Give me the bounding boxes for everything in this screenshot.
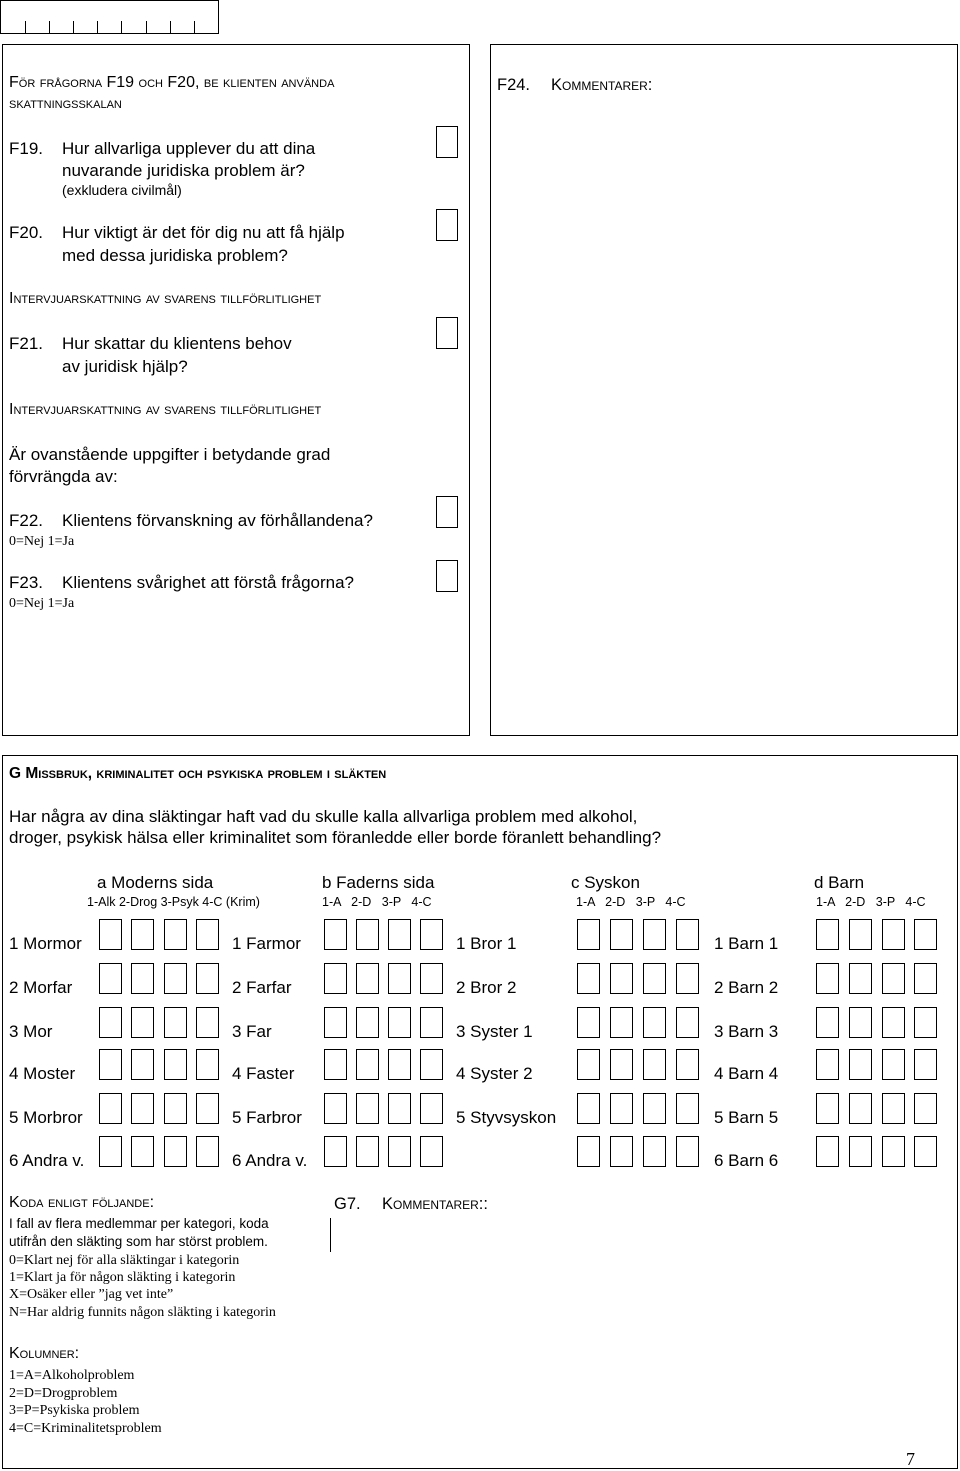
relative-label-b-4: 4 Faster [232, 1064, 295, 1083]
q22-answer-box[interactable] [436, 496, 458, 528]
checkbox-a-row5-code2[interactable] [131, 1093, 154, 1124]
checkbox-b-row6-code3[interactable] [388, 1136, 411, 1167]
coding-line1: I fall av flera medlemmar per kategori, koda [9, 1216, 269, 1231]
checkbox-a-row6-code1[interactable] [99, 1136, 122, 1167]
checkbox-a-row6-code2[interactable] [131, 1136, 154, 1167]
coding-line2: utifrån den släkting som har störst problem. [9, 1234, 268, 1249]
g7-divider-line [330, 1218, 331, 1252]
checkbox-a-row5-code1[interactable] [99, 1093, 122, 1124]
right-panel-comments[interactable] [490, 44, 958, 736]
checkbox-d-row5-code4[interactable] [914, 1093, 937, 1124]
checkbox-b-row3-code4[interactable] [420, 1007, 443, 1038]
checkbox-c-row1-code1[interactable] [577, 919, 600, 950]
rating-heading-1: Intervjuarskattning av svarens tillförlitlighet [9, 290, 322, 307]
checkbox-c-row5-code3[interactable] [643, 1093, 666, 1124]
coding-code-x: X=Osäker eller ”jag vet inte” [9, 1287, 174, 1302]
checkbox-d-row4-code1[interactable] [816, 1049, 839, 1080]
checkbox-a-row1-code3[interactable] [164, 919, 187, 950]
checkbox-a-row3-code3[interactable] [164, 1007, 187, 1038]
checkbox-a-row4-code1[interactable] [99, 1049, 122, 1080]
checkbox-c-row3-code4[interactable] [676, 1007, 699, 1038]
relative-label-c-1: 1 Bror 1 [456, 934, 517, 953]
legend-c: 4=C=Kriminalitetsproblem [9, 1421, 162, 1436]
checkbox-a-row5-code3[interactable] [164, 1093, 187, 1124]
checkbox-d-row6-code1[interactable] [816, 1136, 839, 1167]
checkbox-c-row5-code4[interactable] [676, 1093, 699, 1124]
relative-label-c-3: 3 Syster 1 [456, 1022, 533, 1041]
checkbox-a-row2-code4[interactable] [196, 963, 219, 994]
checkbox-d-row3-code2[interactable] [849, 1007, 872, 1038]
checkbox-b-row5-code4[interactable] [420, 1093, 443, 1124]
checkbox-c-row4-code2[interactable] [610, 1049, 633, 1080]
checkbox-c-row2-code2[interactable] [610, 963, 633, 994]
section-g-title: G Missbruk, kriminalitet och psykiska problem i släkten [9, 765, 387, 782]
col-d-codes: 1-A 2-D 3-P 4-C [816, 895, 926, 909]
checkbox-d-row6-code2[interactable] [849, 1136, 872, 1167]
checkbox-a-row6-code3[interactable] [164, 1136, 187, 1167]
checkbox-d-row5-code2[interactable] [849, 1093, 872, 1124]
q20-text-line1: Hur viktigt är det för dig nu att få hjälp [62, 223, 345, 242]
checkbox-a-row3-code4[interactable] [196, 1007, 219, 1038]
checkbox-a-row1-code4[interactable] [196, 919, 219, 950]
q19-number: F19. [9, 139, 44, 158]
checkbox-c-row6-code2[interactable] [610, 1136, 633, 1167]
legend-a: 1=A=Alkoholproblem [9, 1368, 135, 1383]
checkbox-b-row1-code1[interactable] [324, 919, 347, 950]
checkbox-a-row1-code2[interactable] [131, 919, 154, 950]
relative-label-d-2: 2 Barn 2 [714, 978, 779, 997]
checkbox-a-row1-code1[interactable] [99, 919, 122, 950]
checkbox-d-row4-code4[interactable] [914, 1049, 937, 1080]
q22-scale: 0=Nej 1=Ja [9, 534, 75, 549]
checkbox-b-row1-code4[interactable] [420, 919, 443, 950]
coding-code-1: 1=Klart ja för någon släkting i kategorin [9, 1270, 236, 1285]
checkbox-d-row1-code4[interactable] [914, 919, 937, 950]
checkbox-c-row4-code4[interactable] [676, 1049, 699, 1080]
checkbox-a-row2-code1[interactable] [99, 963, 122, 994]
checkbox-d-row1-code2[interactable] [849, 919, 872, 950]
checkbox-d-row2-code1[interactable] [816, 963, 839, 994]
coding-title: Koda enligt följande: [9, 1194, 155, 1211]
checkbox-c-row4-code1[interactable] [577, 1049, 600, 1080]
checkbox-c-row4-code3[interactable] [643, 1049, 666, 1080]
checkbox-a-row5-code4[interactable] [196, 1093, 219, 1124]
q19-answer-box[interactable] [436, 126, 458, 158]
relative-label-c-5: 5 Styvsyskon [456, 1108, 557, 1127]
checkbox-d-row3-code4[interactable] [914, 1007, 937, 1038]
section-g-intro-line2: droger, psykisk hälsa eller kriminalitet som föranledde eller borde föranlett behandling? [9, 828, 662, 847]
checkbox-a-row4-code3[interactable] [164, 1049, 187, 1080]
checkbox-d-row2-code3[interactable] [882, 963, 905, 994]
q23-number: F23. [9, 573, 44, 592]
checkbox-c-row5-code1[interactable] [577, 1093, 600, 1124]
checkbox-d-row2-code2[interactable] [849, 963, 872, 994]
header-tick-box [0, 0, 219, 34]
checkbox-c-row6-code3[interactable] [643, 1136, 666, 1167]
checkbox-a-row4-code4[interactable] [196, 1049, 219, 1080]
g7-title: Kommentarer:: [382, 1195, 488, 1213]
checkbox-a-row3-code2[interactable] [131, 1007, 154, 1038]
checkbox-b-row5-code1[interactable] [324, 1093, 347, 1124]
q21-text-line2: av juridisk hjälp? [62, 357, 188, 376]
page-number: 7 [906, 1449, 915, 1469]
relative-label-a-2: 2 Morfar [9, 978, 73, 997]
checkbox-b-row6-code2[interactable] [356, 1136, 379, 1167]
checkbox-d-row1-code3[interactable] [882, 919, 905, 950]
relative-label-d-6: 6 Barn 6 [714, 1151, 779, 1170]
q22-number: F22. [9, 511, 44, 530]
relative-label-b-1: 1 Farmor [232, 934, 301, 953]
legend-p: 3=P=Psykiska problem [9, 1403, 140, 1418]
distortion-question-line2: förvrängda av: [9, 467, 118, 486]
relative-label-a-6: 6 Andra v. [9, 1151, 85, 1170]
relative-label-a-5: 5 Morbror [9, 1108, 83, 1127]
checkbox-d-row2-code4[interactable] [914, 963, 937, 994]
col-a-codes: 1-Alk 2-Drog 3-Psyk 4-C (Krim) [87, 895, 260, 909]
relative-label-b-5: 5 Farbror [232, 1108, 302, 1127]
checkbox-b-row5-code3[interactable] [388, 1093, 411, 1124]
q21-number: F21. [9, 334, 44, 353]
checkbox-b-row4-code1[interactable] [324, 1049, 347, 1080]
col-c-codes: 1-A 2-D 3-P 4-C [576, 895, 686, 909]
g7-label: G7. [334, 1195, 361, 1213]
q19-note: (exkludera civilmål) [62, 182, 182, 198]
checkbox-b-row6-code1[interactable] [324, 1136, 347, 1167]
relative-label-b-6: 6 Andra v. [232, 1151, 308, 1170]
columns-legend-title: Kolumner: [9, 1345, 80, 1362]
checkbox-b-row1-code2[interactable] [356, 919, 379, 950]
relative-label-d-4: 4 Barn 4 [714, 1064, 779, 1083]
q23-scale: 0=Nej 1=Ja [9, 596, 75, 611]
rating-heading-2: Intervjuarskattning av svarens tillförlitlighet [9, 401, 322, 418]
q20-answer-box[interactable] [436, 209, 458, 241]
f24-label: F24. [497, 76, 531, 94]
col-b-header: b Faderns sida [322, 873, 435, 892]
checkbox-c-row2-code4[interactable] [676, 963, 699, 994]
checkbox-d-row4-code3[interactable] [882, 1049, 905, 1080]
checkbox-a-row2-code2[interactable] [131, 963, 154, 994]
checkbox-c-row2-code1[interactable] [577, 963, 600, 994]
checkbox-d-row3-code3[interactable] [882, 1007, 905, 1038]
relative-label-d-5: 5 Barn 5 [714, 1108, 779, 1127]
checkbox-c-row5-code2[interactable] [610, 1093, 633, 1124]
checkbox-c-row3-code1[interactable] [577, 1007, 600, 1038]
checkbox-c-row6-code1[interactable] [577, 1136, 600, 1167]
section-g-intro-line1: Har några av dina släktingar haft vad du skulle kalla allvarliga problem med alkohol, [9, 807, 638, 826]
checkbox-b-row3-code2[interactable] [356, 1007, 379, 1038]
relative-label-d-3: 3 Barn 3 [714, 1022, 779, 1041]
relative-label-c-2: 2 Bror 2 [456, 978, 517, 997]
q20-number: F20. [9, 223, 44, 242]
q21-text-line1: Hur skattar du klientens behov [62, 334, 292, 353]
checkbox-c-row1-code3[interactable] [643, 919, 666, 950]
relative-label-a-3: 3 Mor [9, 1022, 53, 1041]
checkbox-b-row2-code1[interactable] [324, 963, 347, 994]
legend-d: 2=D=Drogproblem [9, 1386, 118, 1401]
q22-text: Klientens förvanskning av förhållandena? [62, 511, 373, 530]
checkbox-a-row3-code1[interactable] [99, 1007, 122, 1038]
left-heading-line2: skattningsskalan [9, 95, 122, 112]
relative-label-d-1: 1 Barn 1 [714, 934, 779, 953]
q19-text-line2: nuvarande juridiska problem är? [62, 161, 305, 180]
relative-label-b-2: 2 Farfar [232, 978, 292, 997]
checkbox-d-row1-code1[interactable] [816, 919, 839, 950]
q23-answer-box[interactable] [436, 560, 458, 592]
checkbox-d-row3-code1[interactable] [816, 1007, 839, 1038]
checkbox-b-row3-code1[interactable] [324, 1007, 347, 1038]
relative-label-a-4: 4 Moster [9, 1064, 76, 1083]
col-a-header: a Moderns sida [97, 873, 214, 892]
coding-code-n: N=Har aldrig funnits någon släkting i kategorin [9, 1305, 276, 1320]
q19-text-line1: Hur allvarliga upplever du att dina [62, 139, 316, 158]
checkbox-b-row4-code2[interactable] [356, 1049, 379, 1080]
checkbox-d-row6-code4[interactable] [914, 1136, 937, 1167]
checkbox-c-row6-code4[interactable] [676, 1136, 699, 1167]
checkbox-d-row5-code1[interactable] [816, 1093, 839, 1124]
relative-label-c-4: 4 Syster 2 [456, 1064, 533, 1083]
checkbox-a-row4-code2[interactable] [131, 1049, 154, 1080]
checkbox-c-row1-code2[interactable] [610, 919, 633, 950]
checkbox-b-row2-code2[interactable] [356, 963, 379, 994]
checkbox-b-row1-code3[interactable] [388, 919, 411, 950]
checkbox-b-row2-code3[interactable] [388, 963, 411, 994]
checkbox-b-row4-code3[interactable] [388, 1049, 411, 1080]
checkbox-b-row3-code3[interactable] [388, 1007, 411, 1038]
checkbox-c-row3-code3[interactable] [643, 1007, 666, 1038]
col-b-codes: 1-A 2-D 3-P 4-C [322, 895, 432, 909]
distortion-question-line1: Är ovanstående uppgifter i betydande grad [9, 445, 331, 464]
col-c-header: c Syskon [571, 873, 640, 892]
relative-label-a-1: 1 Mormor [9, 934, 82, 953]
checkbox-d-row4-code2[interactable] [849, 1049, 872, 1080]
checkbox-d-row6-code3[interactable] [882, 1136, 905, 1167]
checkbox-c-row2-code3[interactable] [643, 963, 666, 994]
col-d-header: d Barn [814, 873, 865, 892]
checkbox-c-row1-code4[interactable] [676, 919, 699, 950]
checkbox-a-row6-code4[interactable] [196, 1136, 219, 1167]
checkbox-a-row2-code3[interactable] [164, 963, 187, 994]
checkbox-c-row3-code2[interactable] [610, 1007, 633, 1038]
q23-text: Klientens svårighet att förstå frågorna? [62, 573, 354, 592]
checkbox-b-row5-code2[interactable] [356, 1093, 379, 1124]
relative-label-b-3: 3 Far [232, 1022, 272, 1041]
f24-title: Kommentarer: [551, 76, 653, 94]
q21-answer-box[interactable] [436, 317, 458, 349]
checkbox-d-row5-code3[interactable] [882, 1093, 905, 1124]
left-heading-line1: För frågorna F19 och F20, be klienten använda [9, 74, 335, 91]
coding-code-0: 0=Klart nej för alla släktingar i kategorin [9, 1253, 240, 1268]
q20-text-line2: med dessa juridiska problem? [62, 246, 288, 265]
checkbox-b-row2-code4[interactable] [420, 963, 443, 994]
checkbox-b-row6-code4[interactable] [420, 1136, 443, 1167]
checkbox-b-row4-code4[interactable] [420, 1049, 443, 1080]
